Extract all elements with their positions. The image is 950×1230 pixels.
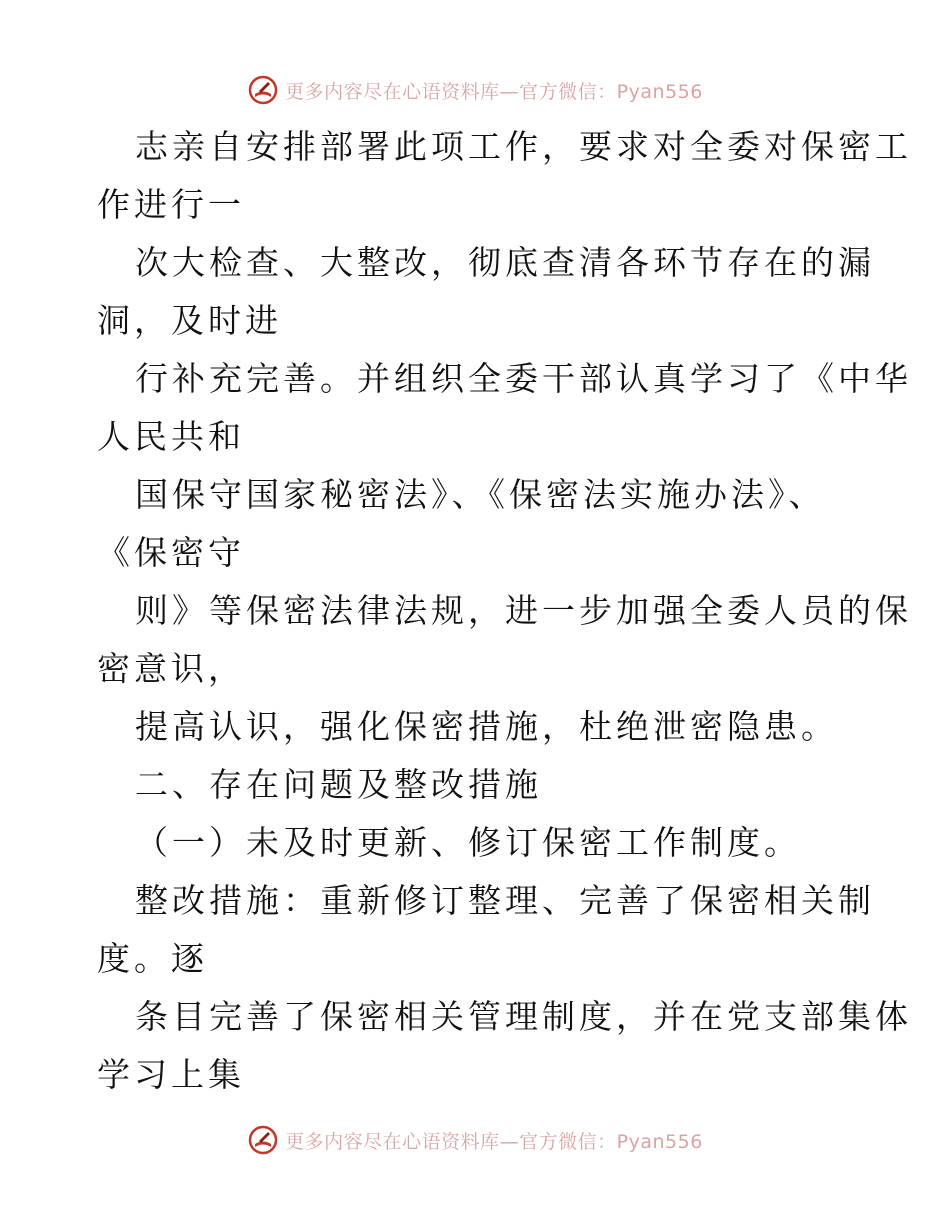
header-banner-text: 更多内容尽在心语资料库—官方微信：Pyan556 <box>285 80 703 103</box>
body-line: 学习上集 <box>97 1055 245 1094</box>
body-line: 则》等保密法律法规，进一步加强全委人员的保 <box>135 591 912 630</box>
body-line: 《保密守 <box>97 533 245 572</box>
header-banner <box>0 70 950 110</box>
body-line: 洞，及时进 <box>97 301 282 340</box>
body-line: 行补充完善。并组织全委干部认真学习了《中华 <box>135 359 912 398</box>
body-line: 人民共和 <box>97 417 245 456</box>
book-pen-logo-icon <box>247 1124 279 1156</box>
footer-banner-text: 更多内容尽在心语资料库—官方微信：Pyan556 <box>285 1130 703 1153</box>
body-line: 国保守国家秘密法》、《保密法实施办法》、 <box>135 475 826 514</box>
body-line: 度。逐 <box>97 939 208 978</box>
body-line: 志亲自安排部署此项工作，要求对全委对保密工 <box>135 127 912 166</box>
body-line: 作进行一 <box>97 185 245 224</box>
book-pen-logo-icon <box>247 74 279 106</box>
document-body <box>97 118 912 1104</box>
subsection-heading: （一）未及时更新、修订保密工作制度。 <box>135 823 801 862</box>
footer-banner <box>0 1120 950 1160</box>
body-line: 整改措施：重新修订整理、完善了保密相关制 <box>135 881 875 920</box>
body-line: 条目完善了保密相关管理制度，并在党支部集体 <box>135 997 912 1036</box>
body-line: 提高认识，强化保密措施，杜绝泄密隐患。 <box>135 707 838 746</box>
section-heading: 二、存在问题及整改措施 <box>135 765 542 804</box>
body-line: 密意识， <box>97 649 245 688</box>
body-line: 次大检查、大整改，彻底查清各环节存在的漏 <box>135 243 875 282</box>
